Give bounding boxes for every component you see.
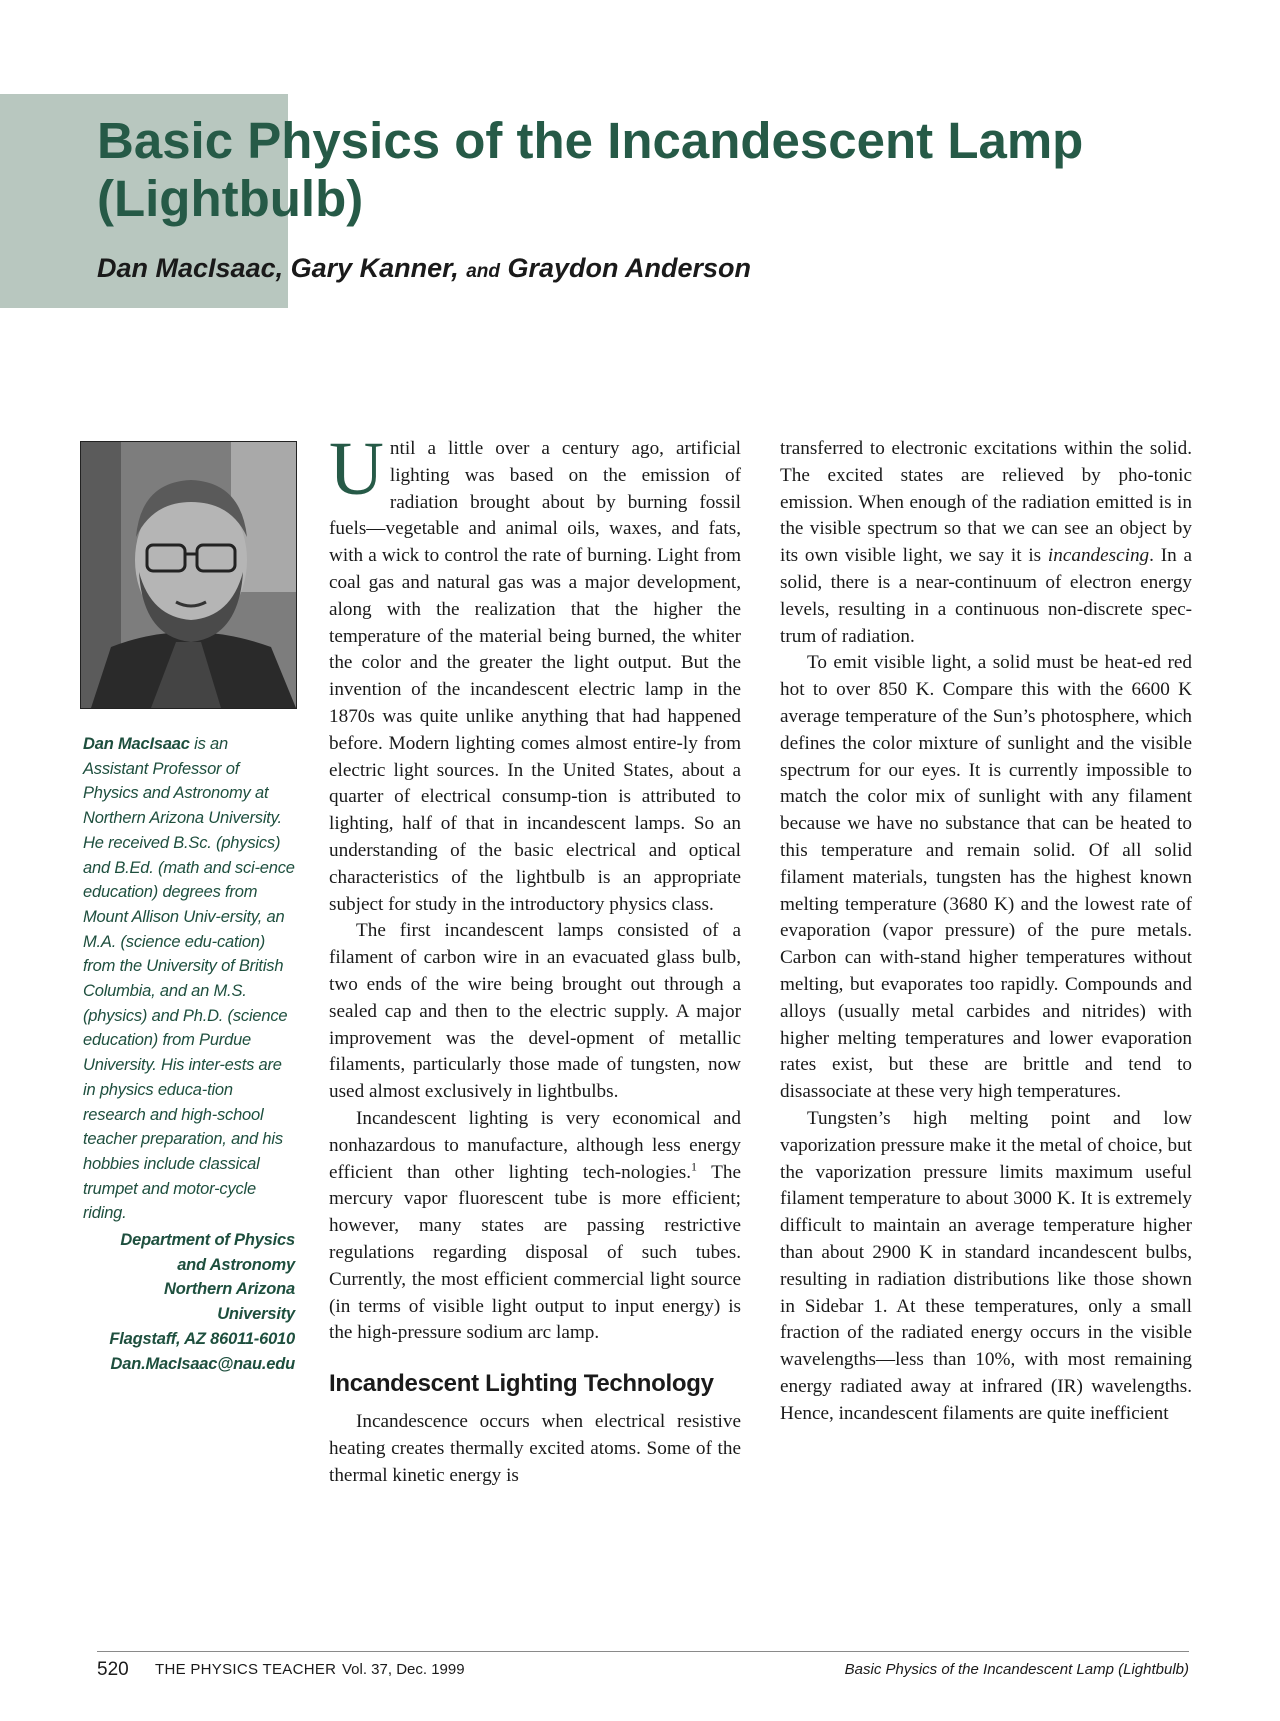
body-paragraph: [329, 427, 741, 918]
author-affiliation: [83, 1228, 295, 1376]
paragraph-text: transferred to electronic excitations within the solid. The excited states are relieved by pho-tonic emission. When enough of the radiation emitted is in the visible spectrum so that we can see an object by its own visible light, we say it is: [780, 438, 1192, 567]
body-paragraph: [329, 1106, 741, 1347]
emphasis-text: incandescing: [1047, 545, 1150, 567]
author-conjunction: and: [466, 261, 500, 282]
author-photo: [80, 441, 297, 709]
body-paragraph: The first incandescent lamps consisted of a filament of carbon wire in an evacuated glass bulb, two ends of the wire being brought out through a sealed cap and then to the electric supply. A major improvement was the devel-opment of metallic filaments, particularly those made of tungsten, now used almost exclusively in lightbulbs.: [329, 920, 741, 1103]
body-column-2: [780, 436, 1192, 1427]
section-heading: Incandescent Lighting Technology: [329, 1370, 714, 1398]
body-paragraph: Incandescence occurs when electrical resistive heating creates thermally excited atoms. Some of the thermal kinetic energy is: [329, 1411, 741, 1486]
paragraph-text: Incandescent lighting is very economical and nonhazardous to manufacture, although less energy efficient than other lighting tech-nologies.: [329, 1107, 741, 1183]
title-line-2: (Lightbulb): [97, 170, 364, 227]
paragraph-text: ntil a little over a century ago, artificial lighting was based on the emission of radiation brought about by burning fossil fuels—vegetable and animal oils, waxes, and fats, with a wick to control the rate of burning. Light from coal gas and natural gas was a major development, along with the realization that the higher the temperature of the material being burned, the whiter the color and the greater the light output. But the invention of the incandescent electric lamp in the 1870s was quite unlike anything that had happened before. Modern lighting comes almost entire-ly from electric light sources. In the United States, about a quarter of electrical consump-tion is attributed to lighting, half of that in incandescent lamps. So an understanding of the basic electrical and optical characteristics of the lightbulb is an appropriate subject for study in the introductory physics class.: [329, 438, 741, 915]
author-name: Gary Kanner,: [290, 253, 459, 283]
bio-text: is an Assistant Professor of Physics and Astronomy at Northern Arizona University. He received B.Sc. (physics) and B.Ed. (math and sci-ence education) degrees from Mount Allison Univ-ersity, an M.A. (science edu-cation) from the University of British Columbia, and an M.S. (physics) and Ph.D. (science education) from Purdue University. His inter-ests are in physics educa-tion research and high-school teacher preparation, and his hobbies include classical trumpet and motor-cycle riding.: [83, 735, 295, 1223]
author-name: Graydon Anderson: [507, 253, 752, 283]
volume-issue: Vol. 37, Dec. 1999: [342, 1661, 465, 1678]
article-title: [97, 112, 1097, 228]
body-paragraph: Tungsten’s high melting point and low vaporization pressure make it the metal of choice, but the vaporization pressure limits maximum useful filament temperature to about 3000 K. It is extremely difficult to maintain an average temperature higher than about 2900 K in standard incandescent bulbs, resulting in radiation distributions like those shown in Sidebar 1. At these temperatures, only a small fraction of the radiated energy occurs in the visible wavelengths—less than 10%, with most remaining energy radiated away at infrared (IR) wavelengths. Hence, incandescent filaments are quite inefficient: [780, 1107, 1192, 1424]
journal-name: THE PHYSICS TEACHER: [155, 1661, 337, 1678]
affiliation-address: Flagstaff, AZ 86011-6010: [109, 1329, 295, 1348]
affiliation-university-cont: University: [217, 1305, 295, 1324]
title-line-1: Basic Physics of the Incandescent Lamp: [97, 112, 1084, 169]
affiliation-department: Department of Physics: [120, 1231, 295, 1249]
running-title: Basic Physics of the Incandescent Lamp (Lightbulb): [844, 1661, 1189, 1678]
page-number: 520: [97, 1659, 129, 1680]
author-email: Dan.MacIsaac@nau.edu: [110, 1354, 295, 1373]
affiliation-university: Northern Arizona: [164, 1280, 295, 1299]
footer-rule: [97, 1651, 1189, 1652]
author-name: Dan MacIsaac,: [97, 253, 284, 283]
body-paragraph: To emit visible light, a solid must be heat-ed red hot to over 850 K. Compare this with the 6600 K average temperature of the Sun’s photosphere, which defines the color mixture of sunlight and the visible spectrum for our eyes. It is currently impossible to match the color mix of sunlight with any filament because we have no substance that can be heated to this temperature and remain solid. Of all solid filament materials, tungsten has the highest known melting temperature (3680 K) and the lowest rate of evaporation (vapor pressure) of the pure metals. Carbon can with-stand higher temperatures without melting, but evaporates too rapidly. Compounds and alloys (usually metal carbides and nitrides) with higher melting temperatures and lower evaporation rates exist, but these are brittle and tend to disassociate at these very high temperatures.: [780, 652, 1192, 1103]
author-bio: [83, 732, 295, 1226]
portrait-illustration: [81, 442, 296, 708]
drop-cap: U: [329, 427, 384, 511]
paragraph-text: . In a solid, there is a near-continuum of electron energy levels, resulting in a continuous non-discrete spec-trum of radiation.: [780, 545, 1192, 647]
affiliation-department-cont: and Astronomy: [177, 1255, 295, 1274]
body-column-1: [329, 427, 742, 1489]
author-list: [97, 252, 1097, 288]
footnote-reference: 1: [691, 1159, 697, 1174]
body-paragraph: [780, 436, 1192, 650]
page-footer: [97, 1656, 1189, 1684]
bio-author-name: Dan MacIsaac: [83, 735, 190, 753]
paragraph-text: The mercury vapor fluorescent tube is more efficient; however, many states are passing restrictive regulations regarding disposal of such tubes. Currently, the most efficient commercial light source (in terms of visible light output to input energy) is the high-pressure sodium arc lamp.: [329, 1161, 742, 1344]
